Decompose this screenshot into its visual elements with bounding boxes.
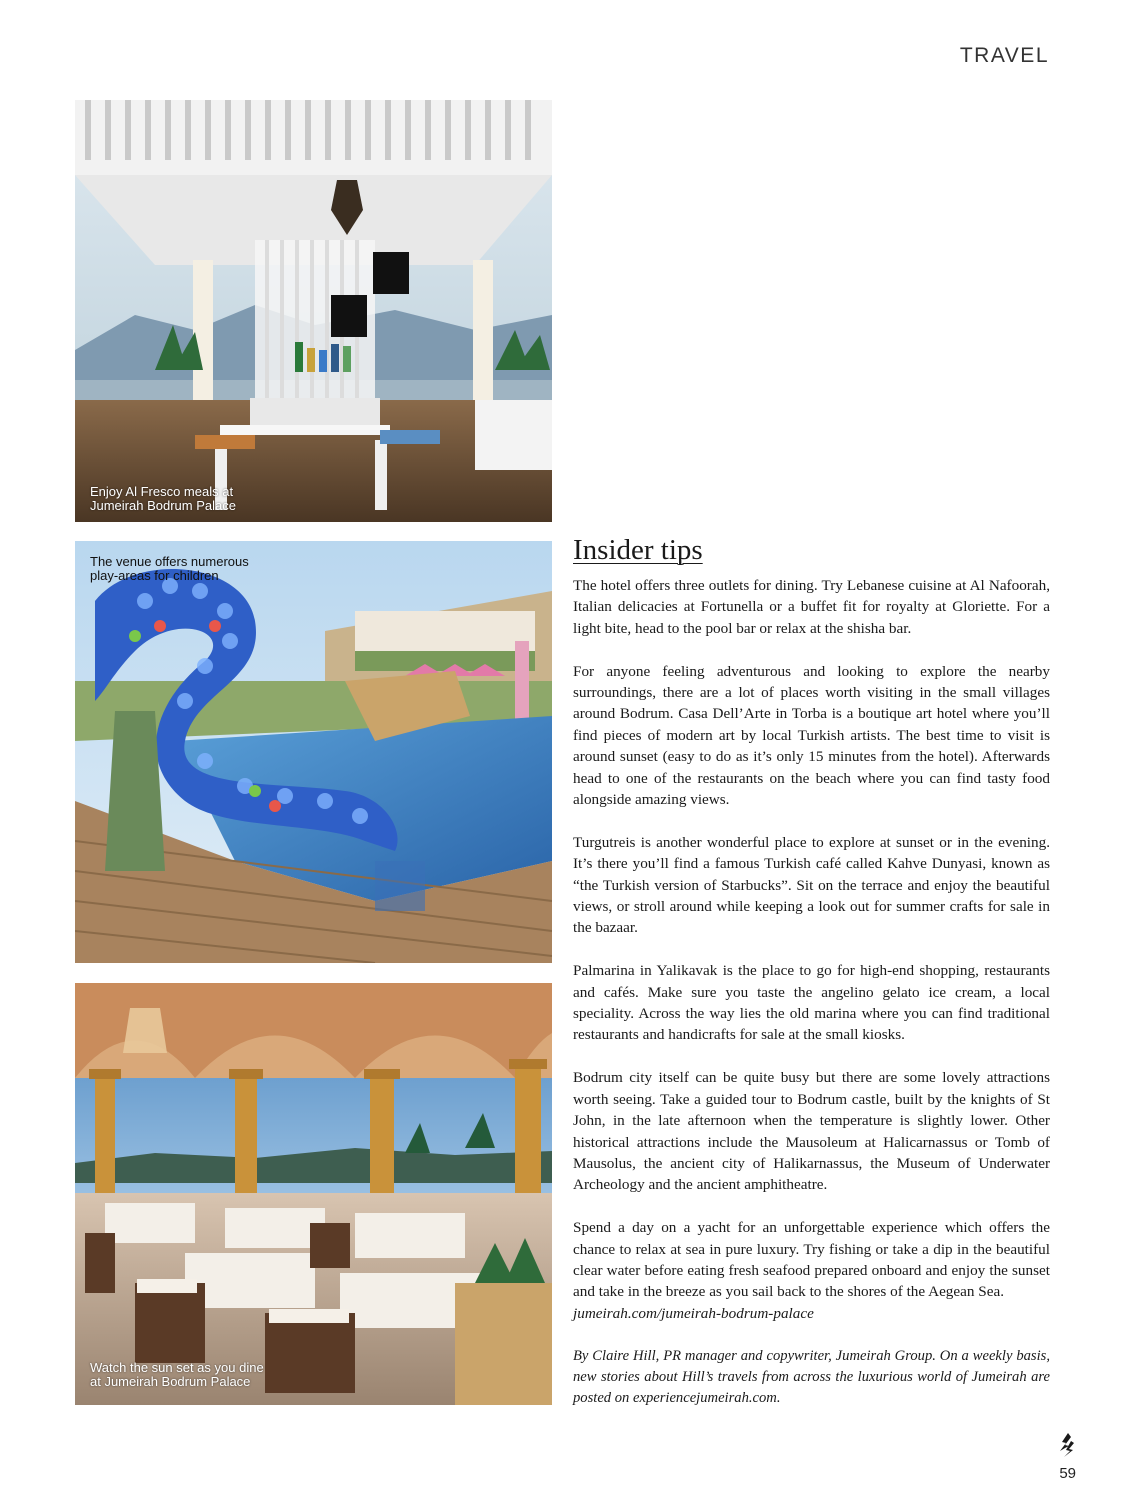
- photo-caption: Enjoy Al Fresco meals at Jumeirah Bodrum Palace: [90, 484, 236, 513]
- article-heading: Insider tips: [573, 534, 703, 566]
- water-play-area-image: [75, 541, 552, 963]
- article-paragraph: Turgutreis is another wonderful place to explore at sunset or in the evening. It’s there you’ll find a famous Turkish café called Kahve Dunyasi, known as “the Turkish version of Starbucks”. Sit on the terrace and enjoy the beautiful views, or stroll around while keeping a look out for summer crafts for sale in the bazaar.: [573, 833, 1050, 937]
- sunset-terrace-image: [75, 983, 552, 1405]
- article-paragraph: The hotel offers three outlets for dining. Try Lebanese cuisine at Al Nafoorah, Italian delicacies at Fortunella or a buffet fit for royalty at Gloriette. For a light bite, head to the pool bar or relax at the shisha bar.: [573, 577, 1050, 637]
- article-paragraph: For anyone feeling adventurous and looking to explore the nearby surroundings, there are a lot of places worth visiting in the small villages around Bodrum. Casa Dell’Arte in Torba is a boutique art hotel where you’ll find pieces of modern art by local Turkish artists. The best time to visit is around sunset (easy to do as it’s only 15 minutes from the hotel). Afterwards head to one of the restaurants on the beach where you can find tasty food alongside amazing views.: [573, 662, 1050, 809]
- article-paragraph: Bodrum city itself can be quite busy but there are some lovely attractions worth seeing. Take a guided tour to Bodrum castle, built by the knights of St John, in the late afternoon when the temperature is slightly lower. Other historical attractions include the Mausoleum at Halicarnassus or Tomb of Mausolus, the ancient city of Halikarnassus, the Museum of Underwater Archeology and the ancient amphitheatre.: [573, 1069, 1050, 1194]
- photo-water-play-area: [75, 541, 552, 963]
- author-byline: By Claire Hill, PR manager and copywriter, Jumeirah Group. On a weekly basis, new stories about Hill’s travels from across the luxurious world of Jumeirah are posted on experiencejumeirah.com.: [573, 1347, 1050, 1407]
- photo-caption: Watch the sun set as you dine at Jumeirah Bodrum Palace: [90, 1360, 264, 1389]
- jumeirah-logo-icon: [1057, 1433, 1077, 1457]
- photo-al-fresco-dining: [75, 100, 552, 522]
- al-fresco-dining-image: [75, 100, 552, 522]
- page-number: 59: [1059, 1465, 1076, 1482]
- article-paragraph: Palmarina in Yalikavak is the place to go for high-end shopping, restaurants and cafés. Make sure you taste the angelino gelato ice cream, a local speciality. Across the way lies the old marina where you can find traditional restaurants and handicrafts for sale at the small kiosks.: [573, 962, 1050, 1044]
- hotel-website-link[interactable]: jumeirah.com/jumeirah-bodrum-palace: [573, 1304, 814, 1322]
- article-paragraph: Spend a day on a yacht for an unforgettable experience which offers the chance to relax at sea in pure luxury. Try fishing or take a dip in the beautiful clear water before eating fresh seafood prepared onboard and enjoy the sunset and take in the breeze as you sail back to the shores of the Aegean Sea.: [573, 1219, 1050, 1301]
- article: [573, 534, 1050, 1410]
- section-label: TRAVEL: [959, 44, 1049, 67]
- photo-sunset-terrace: [75, 983, 552, 1405]
- photo-caption: The venue offers numerous play-areas for children: [90, 554, 249, 583]
